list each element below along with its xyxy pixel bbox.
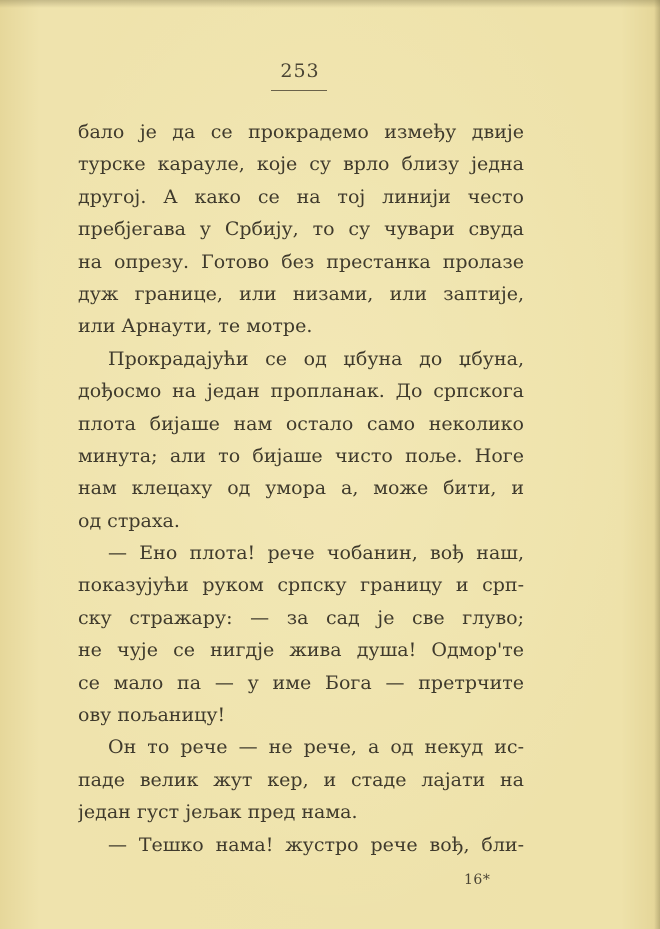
page-top-shadow — [0, 0, 660, 8]
text-line: ску стражару: — за сад је све глуво; — [78, 606, 524, 629]
text-line: не чује се нигдје жива душа! Одмор'те — [78, 639, 524, 662]
text-line: на опрезу. Готово без престанка пролазе — [78, 250, 524, 273]
text-line: ову пољаницу! — [78, 704, 226, 727]
text-line: бало је да се прокрадемо између двије — [78, 121, 524, 143]
page-number: 253 — [280, 60, 320, 82]
text-line: пребјегава у Србију, то су чувари свуда — [78, 218, 524, 241]
text-line: минута; али то бијаше чисто поље. Ноге — [78, 444, 524, 467]
text-line: — Ено плота! рече чобанин, вођ наш, — [108, 542, 524, 565]
text-line: — Тешко нама! жустро рече вођ, бли- — [108, 833, 524, 856]
page-edge-shadow — [654, 0, 660, 929]
text-line: од страха. — [78, 509, 180, 532]
text-line: турске карауле, које су врло близу једна — [78, 153, 524, 176]
printer-signature-mark: 16* — [464, 872, 491, 888]
text-line: Прокрадајући се од џбуна до џбуна, — [108, 347, 524, 370]
text-line: плота бијаше нам остало само неколико — [78, 412, 524, 435]
text-line: се мало па — у име Бога — претрчите — [78, 671, 524, 694]
text-line: паде велик жут кер, и стаде лајати на — [78, 768, 524, 791]
text-line: или Арнаути, те мотре. — [78, 315, 313, 338]
text-line: показујући руком српску границу и срп- — [78, 574, 524, 597]
text-line: другој. А како се на тој линији често — [78, 185, 524, 208]
text-line: дођосмо на један пропланак. До српскога — [78, 380, 524, 403]
body-text — [78, 116, 524, 861]
page-number-rule — [271, 90, 327, 91]
text-line: дуж границе, или низами, или заптије, — [78, 282, 524, 305]
text-line: Он то рече — не рече, а од некуд ис- — [108, 736, 524, 759]
text-line: нам клецаху од умора а, може бити, и — [78, 477, 524, 500]
text-line: један густ јељак пред нама. — [78, 801, 358, 824]
